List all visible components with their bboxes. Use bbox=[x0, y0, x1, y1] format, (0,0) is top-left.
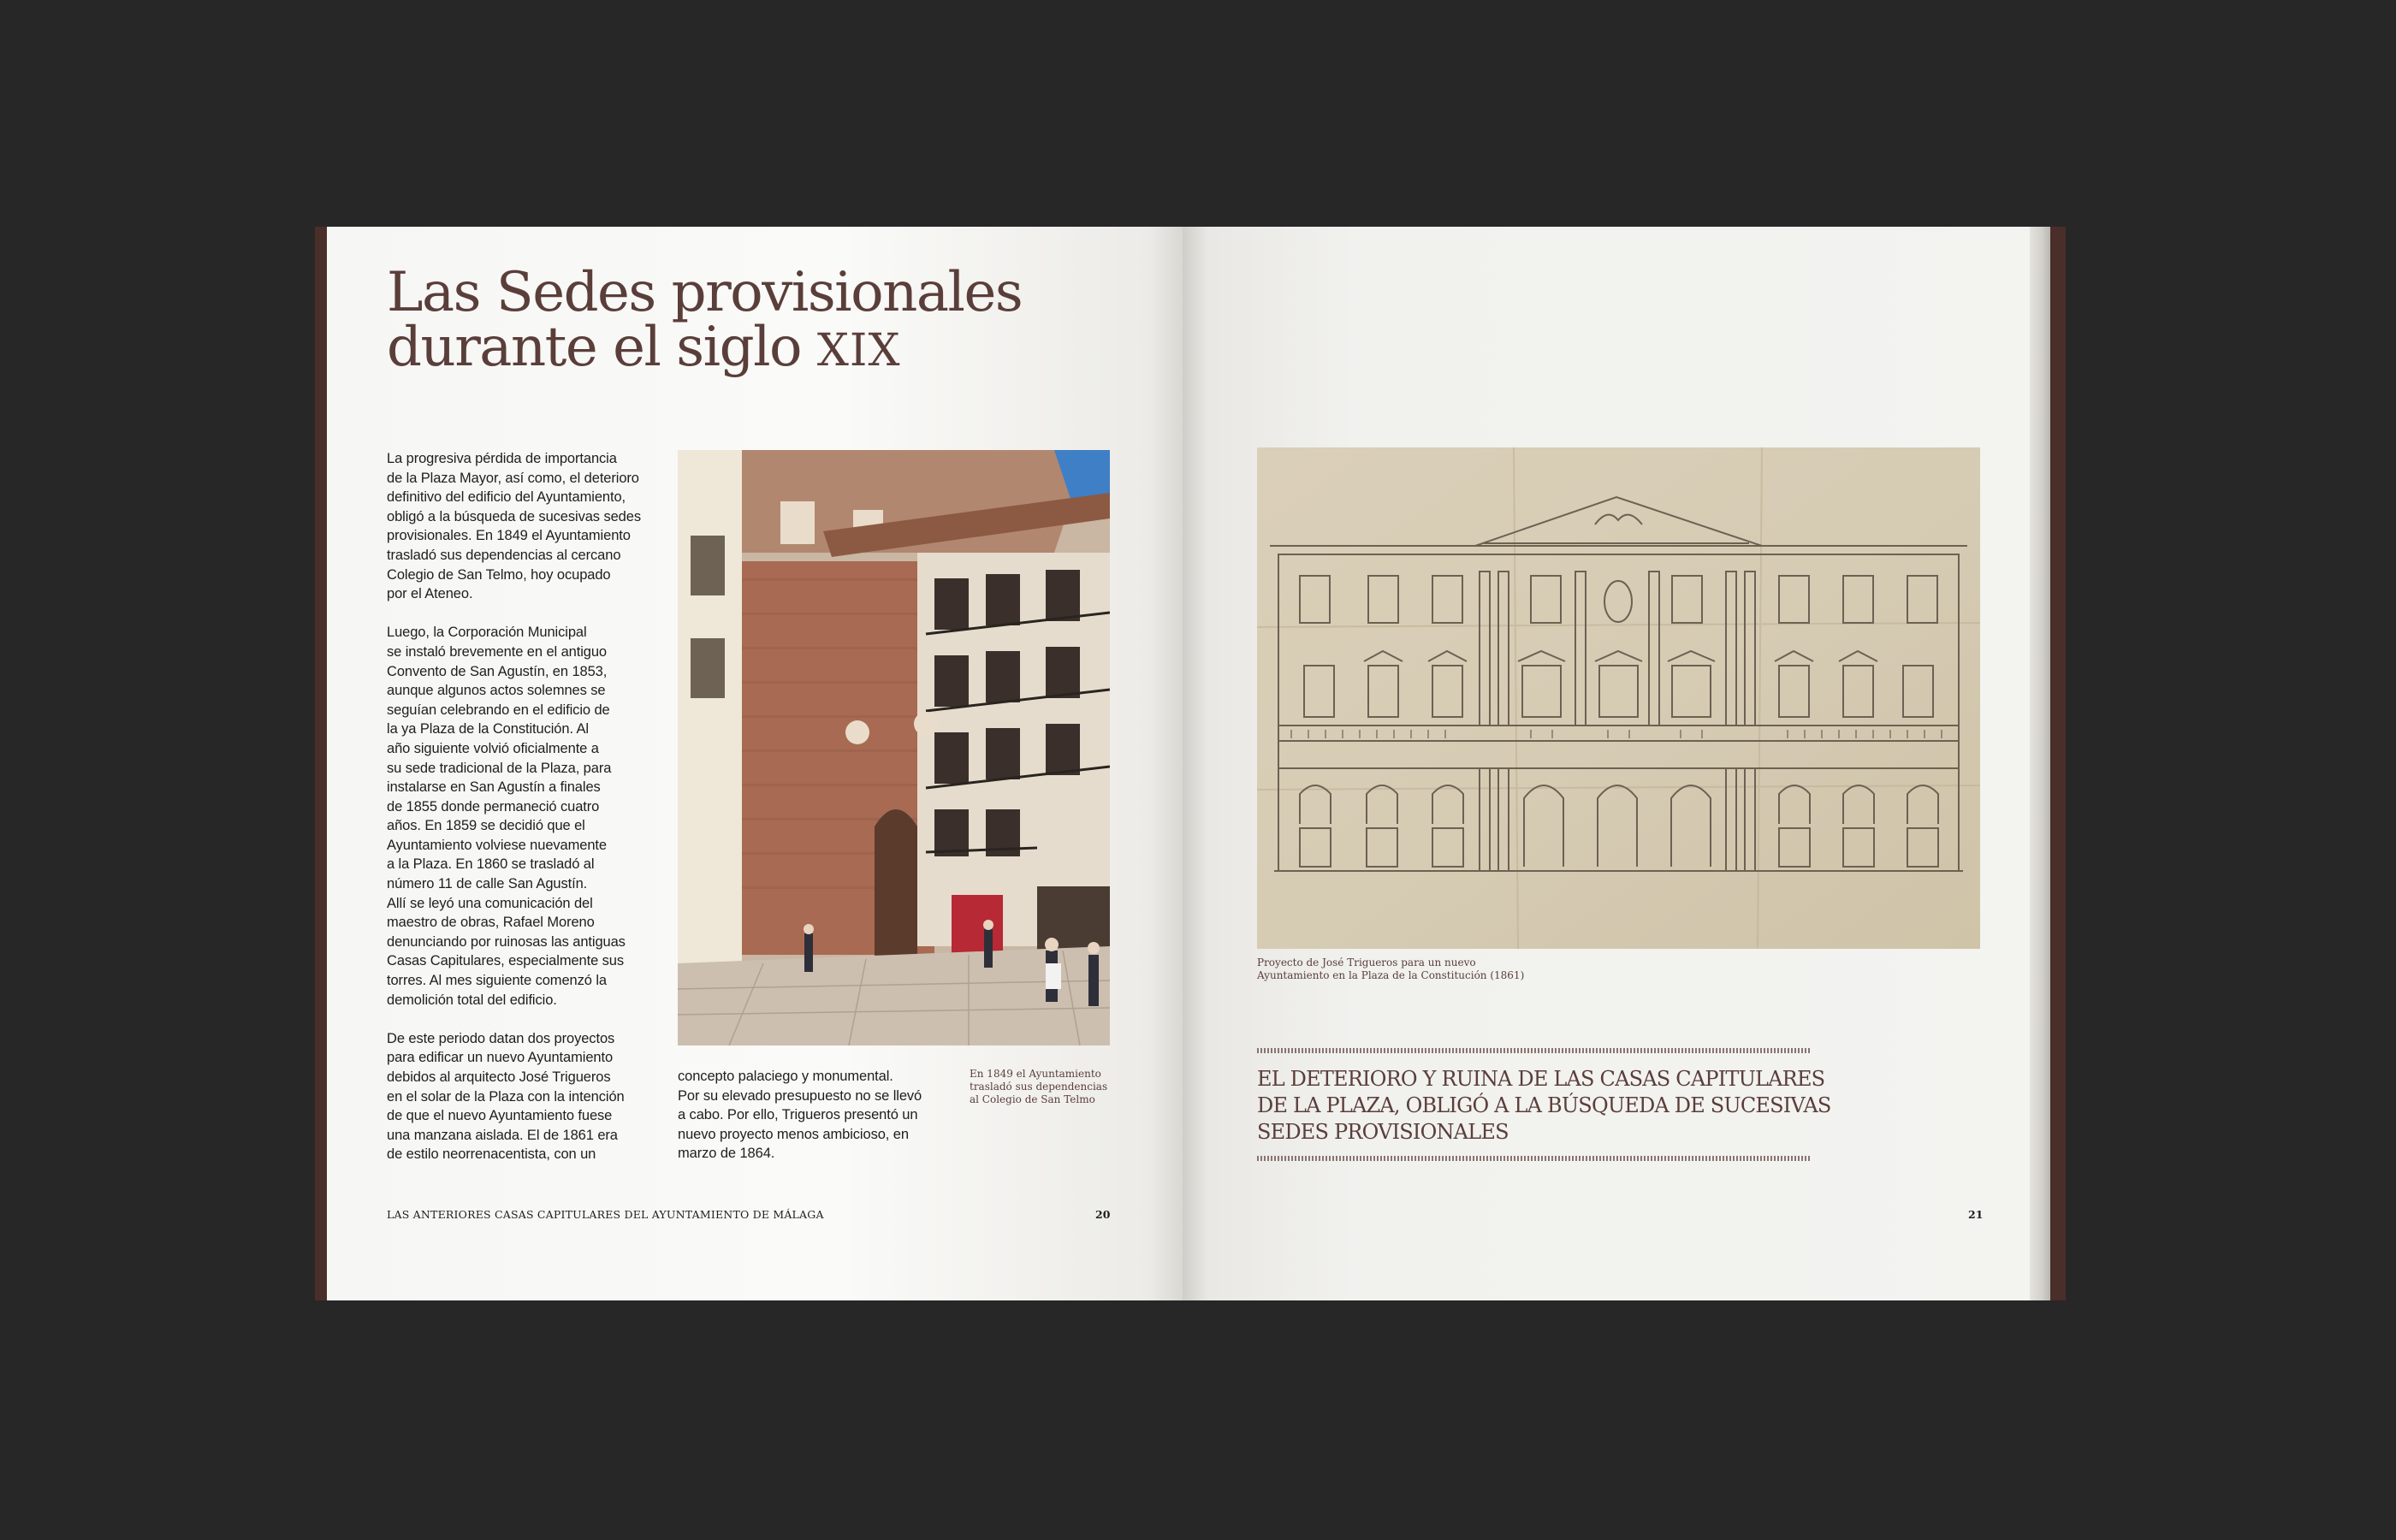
body-column-2 bbox=[678, 1067, 952, 1183]
drawing-caption: Proyecto de José Trigueros para un nuevo Ayuntamiento en la Plaza de la Constitución (1861) bbox=[1257, 957, 1525, 981]
page-edges bbox=[2030, 227, 2050, 1300]
quote-rule-top bbox=[1257, 1048, 1812, 1053]
body-column-1 bbox=[387, 449, 652, 1184]
paragraph: De este periodo datan dos proyectos para edificar un nuevo Ayuntamiento debidos al arquitecto José Trigueros en el solar de la Plaza con la intención de que el nuevo Ayuntamiento fuese una manzana aislada. El de 1861 era de estilo neorrenacentista, con un bbox=[387, 1030, 625, 1163]
street-photo bbox=[678, 450, 1110, 1045]
architectural-drawing bbox=[1257, 447, 1980, 949]
page-number-right: 21 bbox=[1968, 1208, 1984, 1221]
page-number-left: 20 bbox=[1095, 1208, 1111, 1221]
paragraph: concepto palaciego y monumental. Por su elevado presupuesto no se llevó a cabo. Por ello, Trigueros presentó un nuevo proyecto menos ambicioso, en marzo de 1864. bbox=[678, 1069, 922, 1162]
photo-caption: En 1849 el Ayuntamiento trasladó sus dependencias al Colegio de San Telmo bbox=[970, 1068, 1108, 1105]
page-title bbox=[387, 261, 1023, 379]
running-footer: LAS ANTERIORES CASAS CAPITULARES DEL AYUNTAMIENTO DE MÁLAGA bbox=[387, 1208, 824, 1221]
title-roman-numeral: XIX bbox=[816, 325, 901, 376]
paragraph: La progresiva pérdida de importancia de la Plaza Mayor, así como, el deterioro definitivo del edificio del Ayuntamiento, obligó a la búsqueda de sucesivas sedes provisionales. En 1849 el Ayuntamiento trasladó sus dependencias al cercano Colegio de San Telmo, hoy ocupado por el Ateneo. bbox=[387, 451, 641, 602]
quote-rule-bottom bbox=[1257, 1156, 1812, 1161]
title-line-2: durante el siglo bbox=[387, 316, 817, 379]
paragraph: Luego, la Corporación Municipal se instaló brevemente en el antiguo Convento de San Agustín, en 1853, aunque algunos actos solemnes se seguían celebrando en el edificio de la ya Plaza de la Constitución. Al año siguiente volvió oficialmente a su sede tradicional de la Plaza, para instalarse en San Agustín a finales de 1855 donde permaneció cuatro años. En 1859 se decidió que el Ayuntamiento volviese nuevamente a la Plaza. En 1860 se trasladó al número 11 de calle San Agustín. Allí se leyó una comunicación del maestro de obras, Rafael Moreno denunciando por ruinosas las antiguas Casas Capitulares, especialmente sus torres. Al mes siguiente comenzó la demolición total del edificio. bbox=[387, 625, 626, 1008]
pull-quote: EL DETERIORO Y RUINA DE LAS CASAS CAPITULARES DE LA PLAZA, OBLIGÓ A LA BÚSQUEDA DE SUCESIVAS SEDES PROVISIONALES bbox=[1257, 1067, 1831, 1144]
title-line-1: Las Sedes provisionales bbox=[387, 261, 1023, 324]
